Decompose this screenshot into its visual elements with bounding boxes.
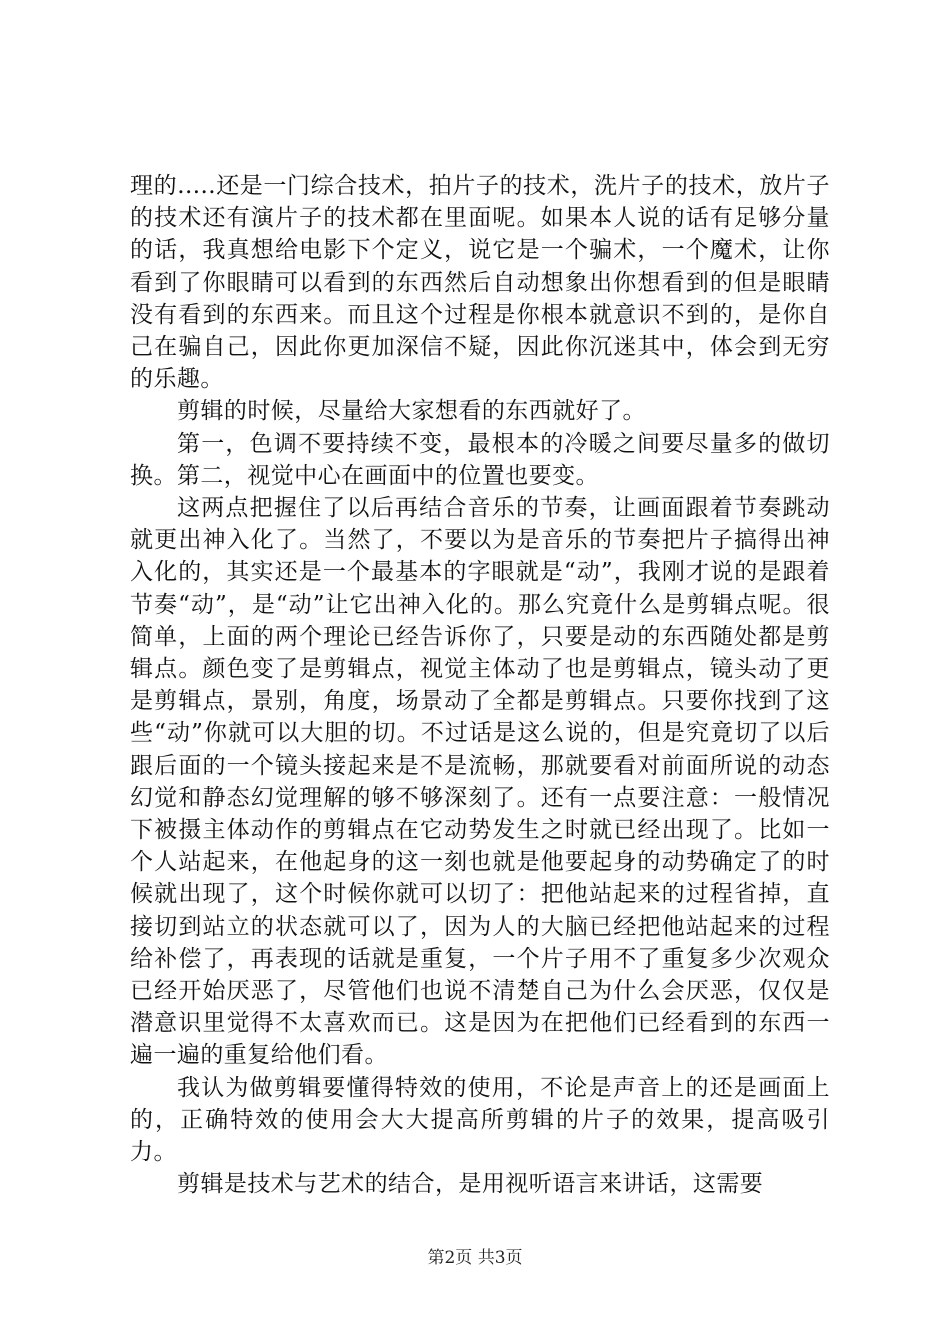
paragraph-rhythm-cut-points: 这两点把握住了以后再结合音乐的节奏，让画面跟着节奏跳动就更出神入化了。当然了，不要以为是音乐的节奏把片子搞得出神入化的，其实还是一个最基本的字眼就是“动”，我刚才说的是跟着节奏“动”，是“动”让它出神入化的。那么究竟什么是剪辑点呢。很简单，上面的两个理论已经告诉你了，只要是动的东西随处都是剪辑点。颜色变了是剪辑点，视觉主体动了也是剪辑点，镜头动了更是剪辑点，景别，角度，场景动了全都是剪辑点。只要你找到了这些“动”你就可以大胆的切。不过话是这么说的，但是究竟切了以后跟后面的一个镜头接起来是不是流畅，那就要看对前面所说的动态幻觉和静态幻觉理解的够不够深刻了。还有一点要注意：一般情况下被摄主体动作的剪辑点在它动势发生之时就已经出现了。比如一个人站起来，在他起身的这一刻也就是他要起身的动势确定了的时候就出现了，这个时候你就可以切了：把他站起来的过程省掉，直接切到站立的状态就可以了，因为人的大脑已经把他站起来的过程给补偿了，再表现的话就是重复，一个片子用不了重复多少次观众已经开始厌恶了，尽管他们也说不清楚自己为什么会厌恶，仅仅是潜意识里觉得不太喜欢而已。这是因为在把他们已经看到的东西一遍一遍的重复给他们看。 <box>130 495 830 1069</box>
paragraph-first-second-points: 第一，色调不要持续不变，最根本的冷暖之间要尽量多的做切换。第二，视觉中心在画面中的位置也要变。 <box>130 430 830 489</box>
page-number: 第2页 共3页 <box>427 1248 523 1268</box>
paragraph-special-effects: 我认为做剪辑要懂得特效的使用，不论是声音上的还是画面上的，正确特效的使用会大大提高所剪辑的片子的效果，提高吸引力。 <box>130 1074 830 1166</box>
body-text <box>130 170 830 1201</box>
paragraph-technique-art: 剪辑是技术与艺术的结合，是用视听语言来讲话，这需要 <box>177 1171 764 1198</box>
page-footer <box>0 1247 950 1269</box>
paragraph-continuation: 理的.....还是一门综合技术，拍片子的技术，洗片子的技术，放片子的技术还有演片子的技术都在里面呢。如果本人说的话有足够分量的话，我真想给电影下个定义，说它是一个骗术，一个魔术，让你看到了你眼睛可以看到的东西然后自动想象出你想看到的但是眼睛没有看到的东西来。而且这个过程是你根本就意识不到的，是你自己在骗自己，因此你更加深信不疑，因此你沉迷其中，体会到无穷的乐趣。 <box>130 173 830 393</box>
paragraph-editing-tip: 剪辑的时候，尽量给大家想看的东西就好了。 <box>177 398 646 425</box>
